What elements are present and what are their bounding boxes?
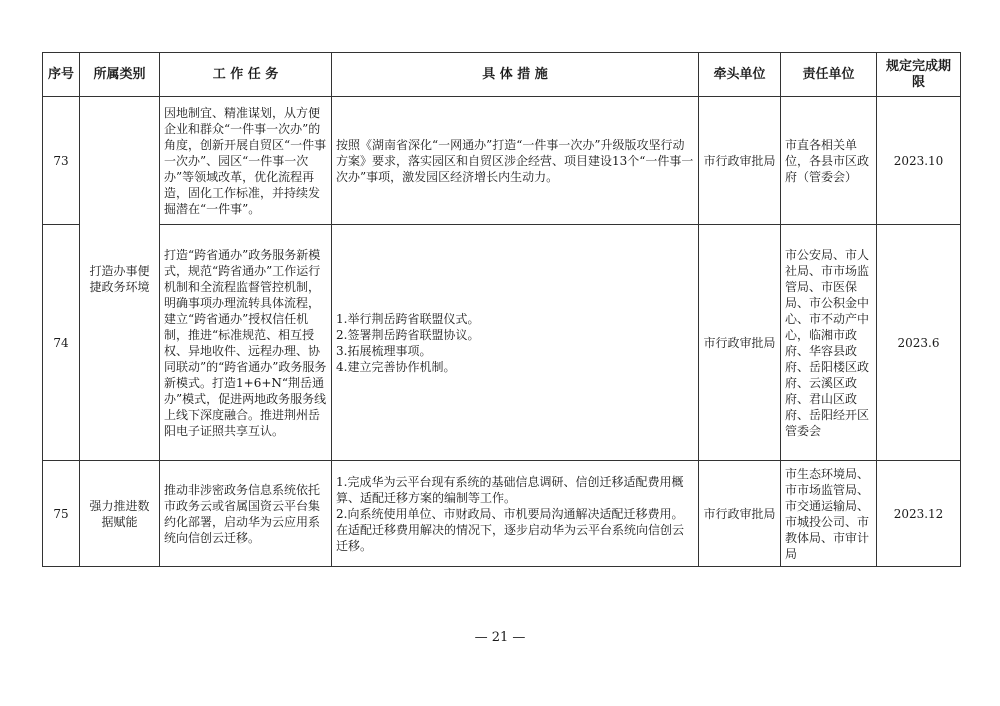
header-category: 所属类别	[80, 53, 160, 97]
seq-cell: 74	[43, 225, 80, 461]
measure-item: 3.拓展梳理事项。	[336, 343, 432, 358]
task-cell: 推动非涉密政务信息系统依托市政务云或省属国资云平台集约化部署，启动华为云应用系统向信创云迁移。	[160, 461, 332, 567]
table-row	[43, 461, 961, 567]
measure-item: 1.举行荆岳跨省联盟仪式。	[336, 311, 480, 326]
measures-cell	[332, 225, 699, 461]
seq-cell: 73	[43, 97, 80, 225]
task-cell: 因地制宜、精准谋划，从方便企业和群众“一件事一次办”的角度，创新开展自贸区“一件事一次办”、园区“一件事一次办”等领域改革，优化流程再造，固化工作标准，并持续发掘潜在“一件事”。	[160, 97, 332, 225]
responsible-cell: 市生态环境局、市市场监管局、市交通运输局、市城投公司、市教体局、市审计局	[781, 461, 877, 567]
header-task: 工 作 任 务	[160, 53, 332, 97]
header-deadline: 规定完成期限	[877, 53, 961, 97]
measure-item: 按照《湖南省深化“一网通办”打造“一件事一次办”升级版攻坚行动方案》要求，落实园区和自贸区涉企经营、项目建设13个“一件事一次办”事项，激发园区经济增长内生动力。	[336, 137, 694, 184]
measure-item: 4.建立完善协作机制。	[336, 359, 456, 374]
measures-cell	[332, 461, 699, 567]
table-row	[43, 97, 961, 225]
seq-cell: 75	[43, 461, 80, 567]
page-number: — 21 —	[474, 630, 526, 645]
measure-item: 2.签署荆岳跨省联盟协议。	[336, 327, 480, 342]
task-table	[42, 52, 961, 567]
header-measures: 具 体 措 施	[332, 53, 699, 97]
category-cell: 强力推进数据赋能	[80, 461, 160, 567]
header-seq: 序号	[43, 53, 80, 97]
task-cell: 打造“跨省通办”政务服务新模式，规范“跨省通办”工作运行机制和全流程监督管控机制，明确事项办理流转具体流程，建立“跨省通办”授权信任机制，推进“标准规范、相互授权、异地收件、远程办理、协同联动”的“跨省通办”政务服务新模式。打造1+6+N“荆岳通办”模式，促进两地政务服务线上线下深度融合。推进荆州岳阳电子证照共享互认。	[160, 225, 332, 461]
deadline-cell: 2023.6	[877, 225, 961, 461]
measure-item: 2.向系统使用单位、市财政局、市机要局沟通解决适配迁移费用。在适配迁移费用解决的情况下，逐步启动华为云平台系统向信创云迁移。	[336, 506, 685, 553]
deadline-cell: 2023.10	[877, 97, 961, 225]
measure-item: 1.完成华为云平台现有系统的基础信息调研、信创迁移适配费用概算、适配迁移方案的编制等工作。	[336, 474, 684, 505]
responsible-cell: 市公安局、市人社局、市市场监管局、市医保局、市公积金中心、市不动产中心，临湘市政府、华容县政府、岳阳楼区政府、云溪区政府、君山区政府、岳阳经开区管委会	[781, 225, 877, 461]
table-row	[43, 225, 961, 461]
responsible-cell: 市直各相关单位，各县市区政府（管委会）	[781, 97, 877, 225]
header-row	[43, 53, 961, 97]
header-lead: 牵头单位	[699, 53, 781, 97]
category-cell: 打造办事便捷政务环境	[80, 97, 160, 461]
measures-cell	[332, 97, 699, 225]
lead-cell: 市行政审批局	[699, 225, 781, 461]
lead-cell: 市行政审批局	[699, 97, 781, 225]
header-responsible: 责任单位	[781, 53, 877, 97]
lead-cell: 市行政审批局	[699, 461, 781, 567]
deadline-cell: 2023.12	[877, 461, 961, 567]
